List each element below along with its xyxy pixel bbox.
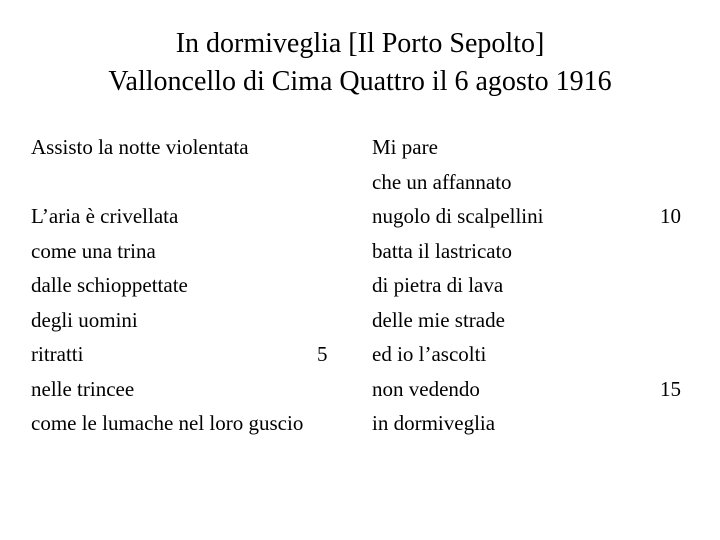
verse-text: L’aria è crivellata [31, 204, 179, 228]
verse-line [372, 337, 692, 372]
verse-line [31, 234, 331, 269]
verse-line [372, 165, 692, 200]
verse-line [372, 234, 692, 269]
verse-line [31, 130, 331, 165]
verse-text: come una trina [31, 238, 156, 263]
verse-text: non vedendo [372, 376, 480, 401]
verse-line [372, 199, 692, 234]
verse-text: Assisto la notte violentata [31, 135, 249, 159]
verse-text: ritratti [31, 342, 84, 366]
verse-text: nugolo di scalpellini [372, 204, 544, 228]
page-subtitle: Valloncello di Cima Quattro il 6 agosto 1916 [108, 66, 612, 97]
verse-text: delle mie strade [372, 307, 505, 332]
line-number: 10 [660, 204, 681, 228]
verse-line [31, 165, 331, 200]
verse-text: come le lumache nel loro guscio [31, 411, 304, 435]
verse-line [372, 406, 692, 441]
verse-line [31, 303, 331, 338]
verse-text: di pietra di lava [372, 273, 504, 297]
verse-text: batta il lastricato [372, 238, 512, 263]
verse-text: che un affannato [372, 169, 512, 194]
line-number: 15 [660, 376, 681, 401]
verse-text: ed io l’ascolti [372, 342, 487, 366]
verse-line [31, 199, 331, 234]
verse-line [31, 406, 331, 441]
verse-text: nelle trincee [31, 376, 135, 401]
verse-text: in dormiveglia [372, 411, 496, 435]
page-title: In dormiveglia [Il Porto Sepolto] [175, 28, 545, 59]
verse-line [372, 130, 692, 165]
verse-line [31, 337, 331, 372]
line-number: 5 [317, 342, 328, 366]
verse-text: dalle schioppettate [31, 273, 188, 297]
verse-line [31, 268, 331, 303]
verse-line [372, 268, 692, 303]
verse-line [372, 303, 692, 338]
verse-text: degli uomini [31, 307, 138, 332]
verse-line [372, 372, 692, 407]
verse-text: Mi pare [372, 135, 438, 159]
poem-left-column [31, 130, 331, 441]
verse-line [31, 372, 331, 407]
poem-right-column [372, 130, 692, 441]
